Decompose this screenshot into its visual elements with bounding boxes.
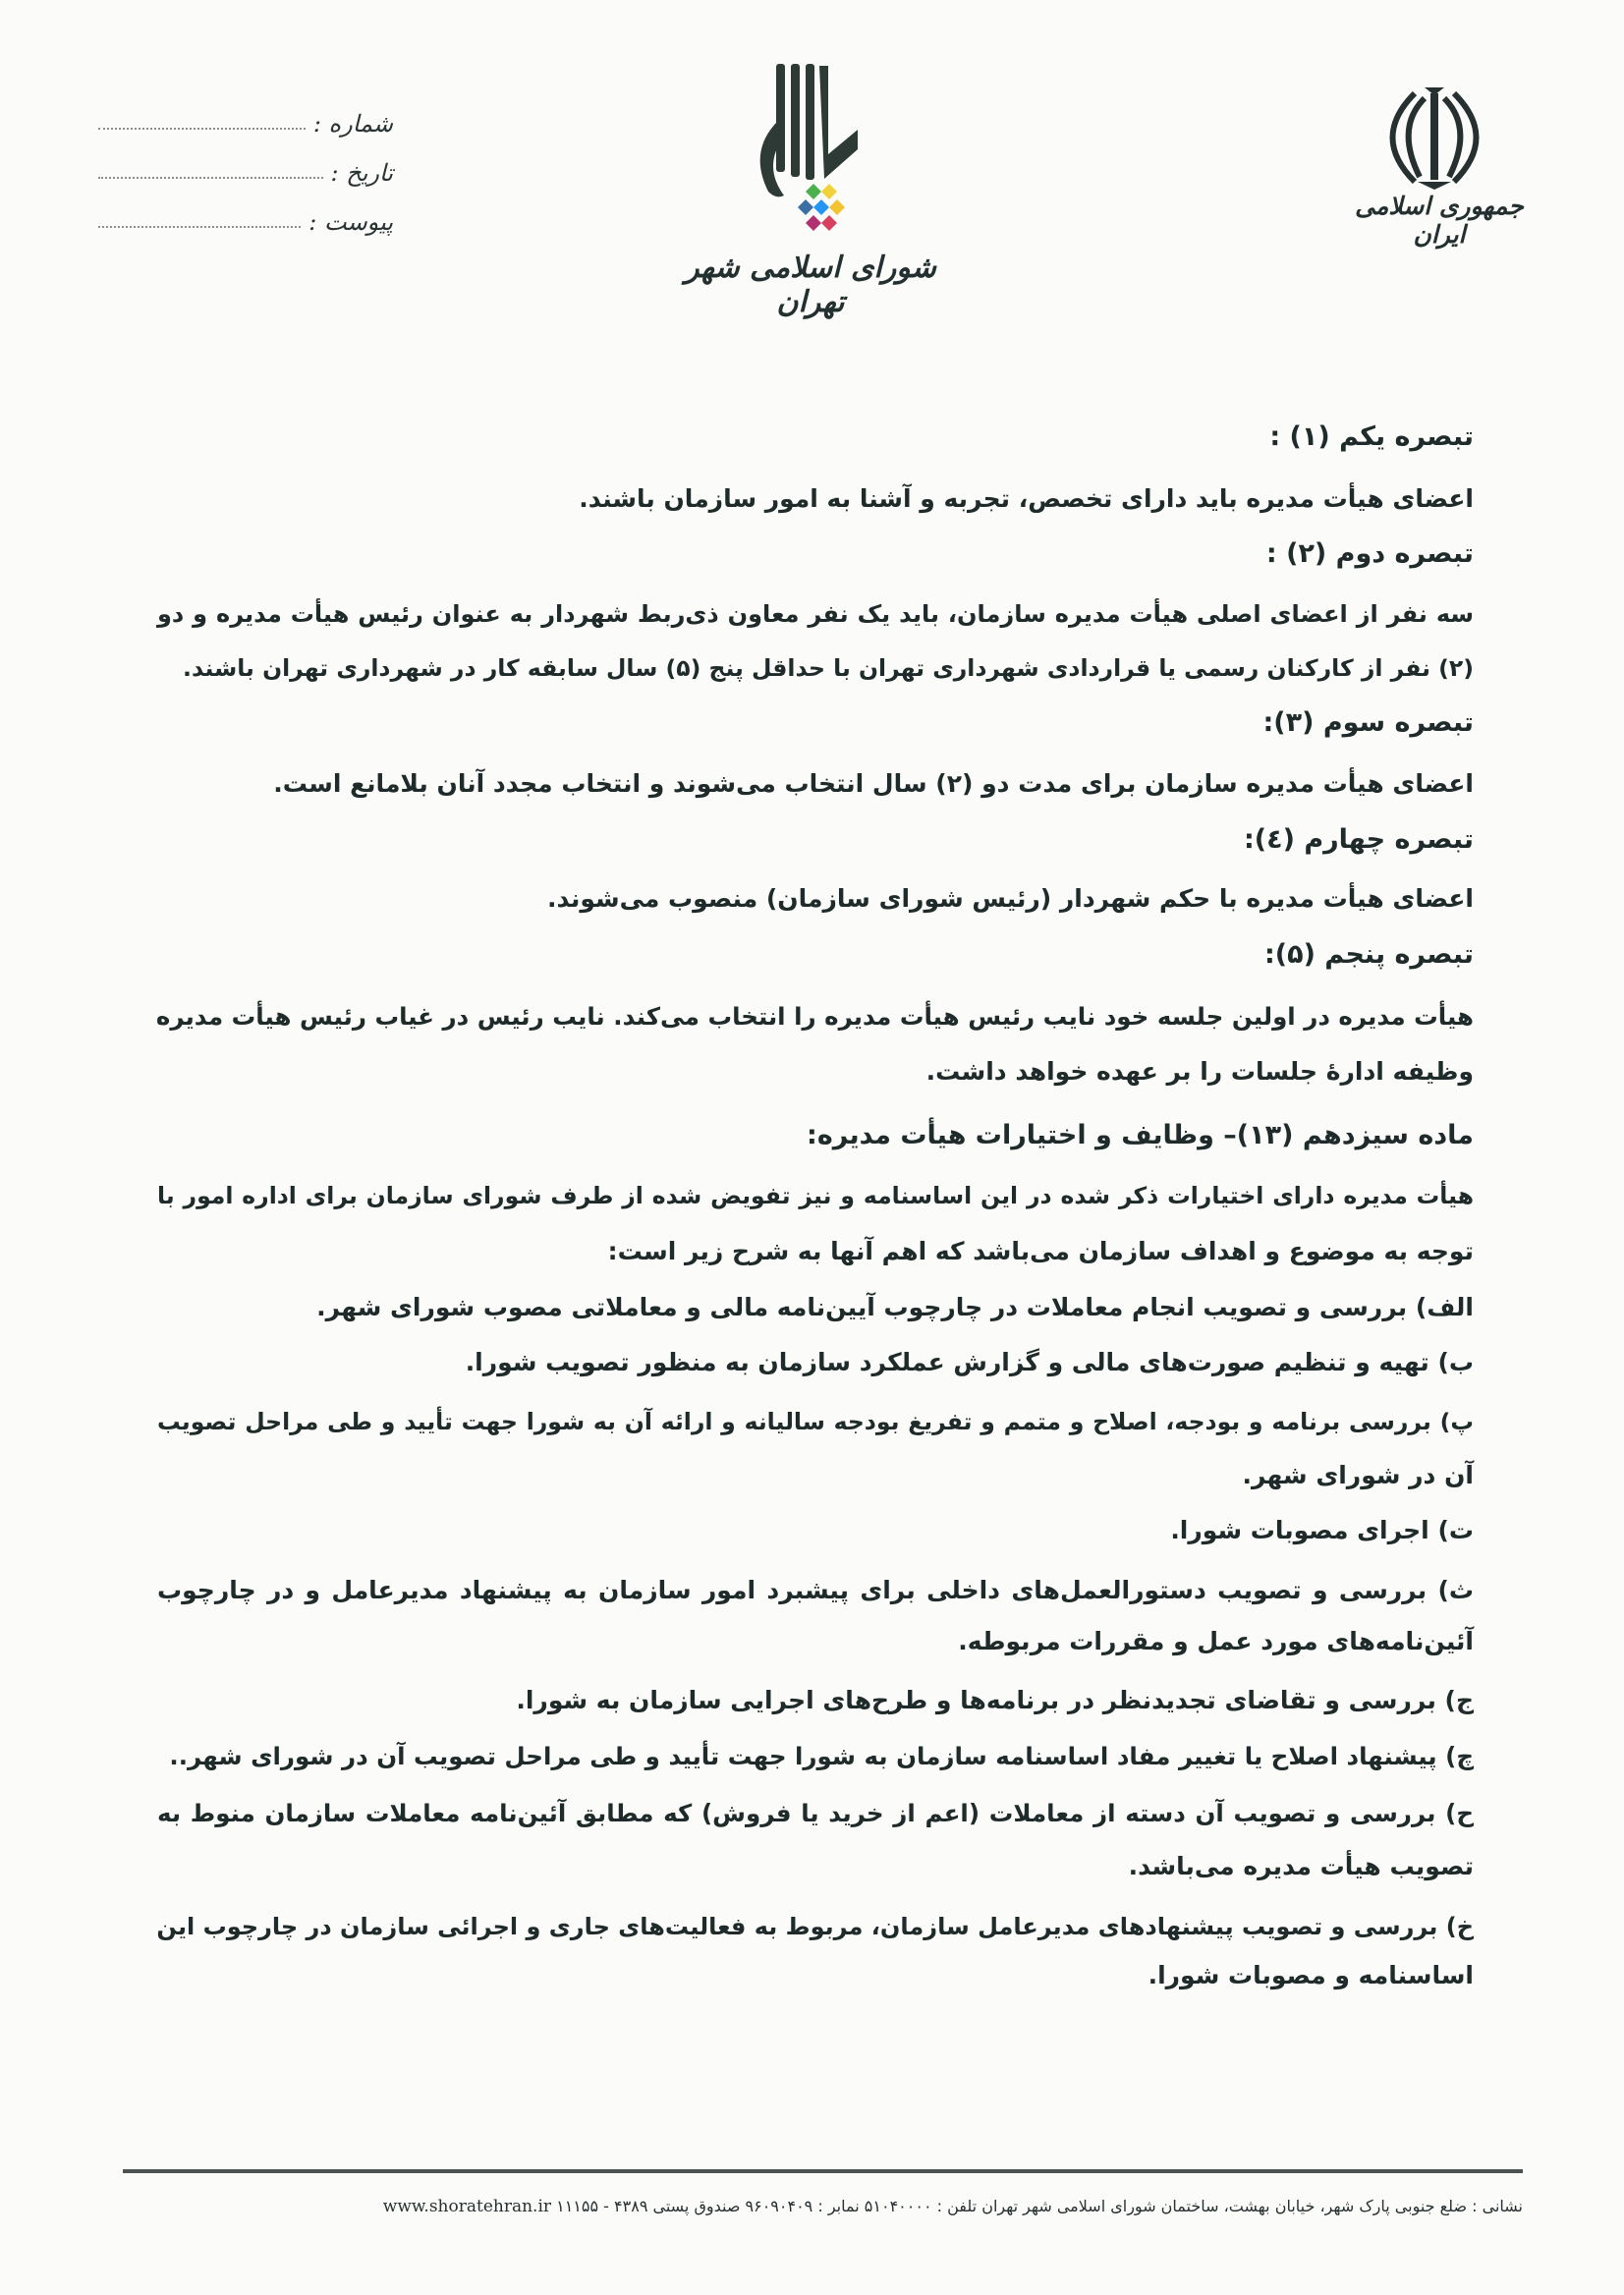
paragraph-line: چ) پیشنهاد اصلاح یا تغییر مفاد اساسنامه سازمان به شورا جهت تأیید و طی مراحل تصویب آن در شورای شهر.. <box>169 1742 1474 1770</box>
number-field <box>98 98 393 138</box>
paragraph-line: ث) بررسی و تصویب دستورالعمل‌های داخلی برای پیشبرد امور سازمان به پیشنهاد مدیرعامل و در چارچوب <box>157 1576 1474 1604</box>
date-blank <box>98 177 323 179</box>
attachment-label: پیوست : <box>308 208 393 236</box>
iran-emblem-icon <box>1371 84 1498 192</box>
attachment-blank <box>98 226 301 228</box>
section-heading: ماده سیزدهم (۱۳)– وظایف و اختیارات هیأت مدیره: <box>807 1120 1474 1150</box>
paragraph-line: اساسنامه و مصوبات شورا. <box>1148 1961 1474 1989</box>
date-field <box>98 147 393 187</box>
footer-divider <box>123 2169 1523 2173</box>
paragraph-line: آئین‌نامه‌های مورد عمل و مقررات مربوطه. <box>958 1627 1474 1655</box>
paragraph-line: آن در شورای شهر. <box>1242 1461 1474 1489</box>
footer <box>123 2197 1523 2216</box>
paragraph-line: ب) تهیه و تنظیم صورت‌های مالی و گزارش عملکرد سازمان به منظور تصویب شورا. <box>465 1348 1474 1376</box>
section-heading: تبصره چهارم (٤): <box>1243 824 1474 855</box>
council-name: شورای اسلامی شهر تهران <box>685 251 936 319</box>
section-heading: تبصره پنجم (۵): <box>1263 939 1474 970</box>
paragraph-line: ج) بررسی و تقاضای تجدیدنظر در برنامه‌ها و طرح‌های اجرایی سازمان به شورا. <box>516 1686 1474 1714</box>
paragraph-line: وظیفه ادارهٔ جلسات را بر عهده خواهد داشت. <box>925 1057 1474 1086</box>
section-heading: تبصره سوم (۳): <box>1262 707 1474 738</box>
paragraph-line: اعضای هیأت مدیره با حکم شهردار (رئیس شورای سازمان) منصوب می‌شوند. <box>547 884 1474 913</box>
paragraph-line: سه نفر از اعضای اصلی هیأت مدیره سازمان، باید یک نفر معاون ذی‌ربط شهردار به عنوان رئیس هیأت مدیره و دو <box>157 600 1474 628</box>
attachment-field <box>98 196 393 236</box>
paragraph-line: اعضای هیأت مدیره سازمان برای مدت دو (۲) سال انتخاب می‌شوند و انتخاب مجدد آنان بلامانع است. <box>273 769 1474 798</box>
section-heading: تبصره یکم (۱) : <box>1269 421 1474 452</box>
paragraph-line: خ) بررسی و تصویب پیشنهادهای مدیرعامل سازمان، مربوط به فعالیت‌های جاری و اجرائی سازمان در چارچوب این <box>156 1913 1474 1940</box>
paragraph-line: اعضای هیأت مدیره باید دارای تخصص، تجربه و آشنا به امور سازمان باشند. <box>579 484 1474 513</box>
paragraph-line: تصویب هیأت مدیره می‌باشد. <box>1128 1852 1474 1880</box>
republic-name: جمهوری اسلامی ایران <box>1355 192 1524 249</box>
paragraph-line: هیأت مدیره در اولین جلسه خود نایب رئیس هیأت مدیره را انتخاب می‌کند. نایب رئیس در غیاب رئیس هیأت مدیره <box>155 1002 1474 1031</box>
tehran-council-logo-icon <box>747 64 874 251</box>
date-label: تاریخ : <box>330 159 393 187</box>
section-heading: تبصره دوم (۲) : <box>1265 538 1474 569</box>
paragraph-line: ت) اجرای مصوبات شورا. <box>1170 1516 1474 1544</box>
paragraph-line: ح) بررسی و تصویب آن دسته از معاملات (اعم از خرید یا فروش) که مطابق آئین‌نامه معاملات سازمان منوط به <box>157 1799 1474 1827</box>
footer-address: نشانی : ضلع جنوبی پارک شهر، خیابان بهشت، ساختمان شورای اسلامی شهر تهران تلفن : ۵۱۰۴۰۰۰۰ نمابر : ۹۶۰۹۰۴۰۹ صندوق پستی ۴۳۸۹ - ۱۱۱۵۵ <box>556 2197 1523 2215</box>
footer-website: www.shoratehran.ir <box>382 2197 552 2216</box>
paragraph-line: توجه به موضوع و اهداف سازمان می‌باشد که اهم آنها به شرح زیر است: <box>607 1237 1474 1265</box>
number-blank <box>98 128 306 130</box>
paragraph-line: (۲) نفر از کارکنان رسمی یا قراردادی شهرداری تهران با حداقل پنج (۵) سال سابقه کار در شهرداری تهران باشند. <box>183 654 1474 682</box>
paragraph-line: پ) بررسی برنامه و بودجه، اصلاح و متمم و تفریغ بودجه سالیانه و ارائه آن به شورا جهت تأیید و طی مراحل تصویب <box>157 1408 1474 1435</box>
number-label: شماره : <box>312 110 393 138</box>
paragraph-line: الف) بررسی و تصویب انجام معاملات در چارچوب آیین‌نامه مالی و معاملاتی مصوب شورای شهر. <box>316 1293 1474 1321</box>
paragraph-line: هیأت مدیره دارای اختیارات ذکر شده در این اساسنامه و نیز تفویض شده از طرف شورای سازمان برای اداره امور با <box>157 1182 1474 1209</box>
